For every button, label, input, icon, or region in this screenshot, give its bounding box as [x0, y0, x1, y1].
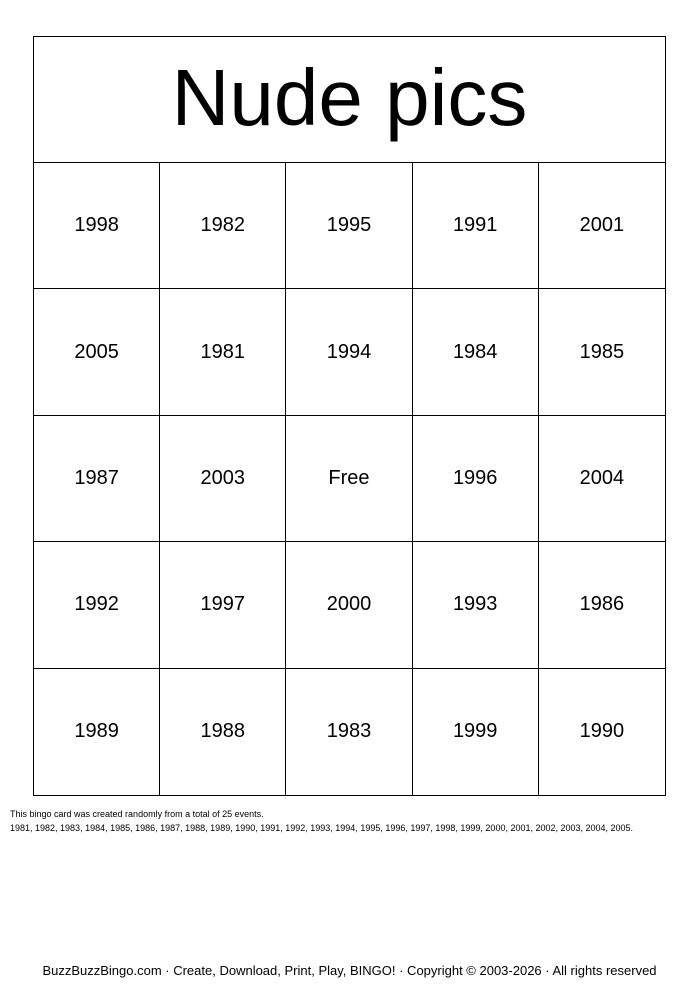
- bingo-cell: 1986: [539, 542, 665, 668]
- bingo-cell: 1989: [34, 669, 160, 795]
- bingo-cell: 1990: [579, 720, 625, 743]
- bingo-grid: [34, 163, 665, 795]
- bingo-cell: 1982: [160, 163, 286, 289]
- bingo-cell: 1992: [34, 542, 160, 668]
- card-title-box: [34, 37, 665, 163]
- bingo-cell: 1988: [160, 669, 286, 795]
- bingo-cell: 1991: [413, 163, 539, 289]
- card-title: Nude pics: [171, 52, 528, 142]
- bingo-cell: 1996: [413, 416, 539, 542]
- bingo-cell: 1997: [160, 542, 286, 668]
- bingo-cell: 1995: [286, 163, 412, 289]
- free-space-cell: Free: [286, 416, 412, 542]
- bingo-cell: 2001: [539, 163, 665, 289]
- bingo-cell: 1999: [413, 669, 539, 795]
- note-event-list: 1981, 1982, 1983, 1984, 1985, 1986, 1987, 1988, 1989, 1990, 1991, 1992, 1993, 1994, 1995, 1996, 1997, 1998, 1999, 2000, 2001, 2002, 2003, 2004, 2005.: [10, 823, 634, 833]
- bingo-card: [33, 36, 666, 796]
- bingo-cell: 1985: [539, 289, 665, 415]
- bingo-cell: 1983: [286, 669, 412, 795]
- bingo-cell: 1981: [160, 289, 286, 415]
- bingo-cell: 2004: [539, 416, 665, 542]
- bingo-cell: 1998: [34, 163, 160, 289]
- bingo-cell: 1987: [34, 416, 160, 542]
- generation-note: [10, 807, 633, 835]
- footer-credit: BuzzBuzzBingo.com · Create, Download, Print, Play, BINGO! · Copyright © 2003-2026 · All rights reserved: [42, 963, 657, 978]
- bingo-cell: 2000: [286, 542, 412, 668]
- note-summary: This bingo card was created randomly from a total of 25 events.: [10, 809, 264, 819]
- bingo-cell: 1993: [413, 542, 539, 668]
- bingo-cell: 2003: [160, 416, 286, 542]
- bingo-cell: 2005: [34, 289, 160, 415]
- bingo-cell: 1984: [413, 289, 539, 415]
- bingo-cell: 1994: [286, 289, 412, 415]
